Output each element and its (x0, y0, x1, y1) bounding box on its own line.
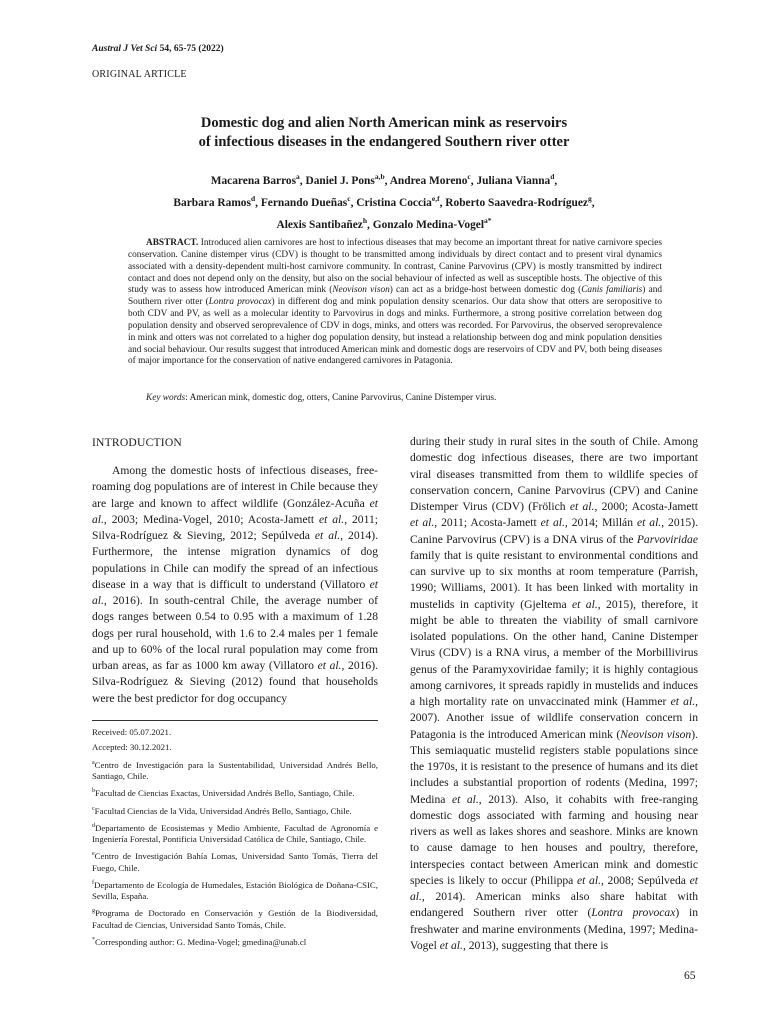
author-affiliation-marker: g (587, 193, 592, 203)
article-type: ORIGINAL ARTICLE (92, 69, 187, 80)
footnote-divider (92, 720, 378, 721)
footnote-text: Departamento de Ecología de Humedales, Estación Biológica de Doñana-CSIC, Sevilla, España. (92, 879, 378, 902)
author-separator: , (299, 174, 306, 187)
author-separator: , (367, 218, 373, 231)
italic-run: Parvoviridae (636, 532, 698, 546)
text-run: , 2016). In south-central Chile, the average number of dogs ranges between 0.54 to 0.95 with a maximum of 1.28 dogs per rural household, with 1.6 to 2.4 males per 1 female and up to 60% of the local rural population may come from urban areas, as far as 1000 km away (Villatoro (92, 594, 378, 672)
text-run: , 2015), therefore, it might be able to threaten the viability of small carnivore isolated populations. On the other hand, Canine Distemper Virus (CDV) is a RNA virus, a member of the Morbillivirus genus of the Paramyxoviridae family; it is highly contagious among carnivores, it spreads rapidly in mustelids and induces a high mortality rate on unvaccinated mink (Hammer (410, 597, 698, 708)
text-run: , 2011; Silva-Rodríguez & Sieving, 2012; Sepúlveda (92, 512, 378, 542)
footnote-marker: * (92, 936, 95, 943)
footnote (92, 758, 378, 782)
author-name: Gonzalo Medina-Vogel (372, 218, 485, 231)
italic-run: et al. (577, 873, 601, 887)
footnote (92, 906, 378, 930)
section-heading-introduction: INTRODUCTION (92, 436, 182, 449)
author-affiliation-marker: a,b (374, 172, 385, 181)
footnote-text: Received: 05.07.2021. (92, 727, 172, 737)
author-name: Juliana Vianna (476, 174, 551, 187)
italic-run: et al. (636, 516, 662, 530)
author-affiliation-marker: a (296, 172, 300, 181)
author-line (110, 212, 658, 234)
footnote-marker: a (92, 759, 95, 766)
author-separator: , (470, 174, 477, 187)
footnote-marker: f (92, 879, 94, 886)
abstract (128, 238, 662, 368)
author-separator: , (554, 174, 558, 187)
text-run: , 2014). Furthermore, the intense migration dynamics of dog populations in Chile can modify the spread of an infectious disease in a way that is difficult to understand (Villatoro (92, 529, 378, 591)
italic-run: et al. (569, 500, 595, 513)
author-name: Barbara Ramos (173, 196, 251, 209)
footnote-marker: e (92, 851, 95, 858)
italic-run: Lontra provocax (591, 906, 676, 920)
italic-run: et al. (572, 597, 598, 611)
footnote-text: Centro de Investigación para la Sustentabilidad, Universidad Andrés Bello, Santiago, Chile. (92, 759, 378, 781)
footnote (92, 849, 378, 873)
footnote-text: Accepted: 30.12.2021. (92, 742, 172, 753)
article-title (120, 114, 648, 152)
author-name: Daniel J. Pons (305, 174, 375, 187)
author-separator: , (384, 174, 390, 187)
keywords-text: : American mink, domestic dog, otters, Canine Parvovirus, Canine Distemper virus. (185, 393, 497, 403)
footnote-text: Centro de Investigación Bahía Lomas, Universidad Santo Tomás, Tierra del Fuego, Chile. (92, 851, 378, 873)
italic-run: et al. (318, 512, 345, 526)
text-run: , 2008; Sepúlveda (600, 873, 690, 887)
footnote-marker: c (92, 805, 95, 812)
text-run: ). This semiaquatic mustelid registers stable populations since the 1970s, it is resistant to the presence of humans and its diet includes a substantial proportion of rodents (Medina, 1997; Medina (410, 727, 698, 806)
author-affiliation-marker: e,f (431, 193, 440, 203)
text-run: family that is quite resistant to environmental conditions and can survive up to six months at room temperature (Parrish, 1990; Williams, 2001). It has been linked with mortality in mustelids in captivity (Gjeltema (410, 548, 698, 611)
italic-run: et al. (92, 577, 378, 607)
text-run: , 2000; Acosta-Jamett (594, 500, 698, 513)
text-run: , 2016). Silva-Rodríguez & Sieving (2012) found that households were the best predictor for dog occupancy (92, 659, 378, 705)
text-run: during their study in rural sites in the south of Chile. Among domestic dog infectious diseases, there are two important viral diseases transmitted from them to wildlife species of conservation concern, Canine Parvovirus (CPV) and Canine Distemper Virus (CDV) (Frölich (410, 435, 698, 513)
footnote-text: Programa de Doctorado en Conservación y Gestión de la Biodiversidad, Facultad de Ciencias, Universidad Santo Tomás, Chile. (92, 908, 378, 930)
footnote-text: Departamento de Ecosistemas y Medio Ambiente, Facultad de Agronomía e Ingeniería Forestal, Pontificia Universidad Católica de Chile, Santiago, Chile. (92, 822, 378, 845)
italic-run: et al. (439, 938, 463, 952)
text-run: , 2014; Millán (564, 516, 637, 530)
italic-run: Neovison vison (620, 727, 692, 741)
footnote-marker: d (92, 822, 95, 829)
italic-run: et al. (314, 529, 341, 542)
keywords (146, 392, 662, 404)
italic-run: et al. (410, 873, 698, 903)
author-affiliation-marker: d (550, 172, 555, 181)
italic-run: et al. (92, 496, 378, 526)
footnote (92, 935, 378, 948)
intro-paragraph (92, 463, 378, 707)
author-name: Alexis Santibañez (276, 218, 363, 231)
author-affiliation-marker: h (362, 215, 368, 225)
text-run: Among the domestic hosts of infectious diseases, free-roaming dog populations are of interest in Chile because they are large and known to affect wildlife (González-Acuña (92, 464, 378, 510)
text-run: ) and Southern river otter ( (128, 285, 663, 308)
author-affiliation-marker: a* (484, 215, 492, 225)
text-run: , 2003; Medina-Vogel, 2010; Acosta-Jamett (103, 512, 319, 526)
journal-name: Austral J Vet Sci (92, 44, 158, 54)
text-run: Introduced alien carnivores are host to infectious diseases that may become an important threat for native carnivore species conservation. Canine distemper virus (CDV) is thought to be transmitted among individuals by direct contact and to present viral dynamics associated with a density-dependent multi-host carnivore community. In contrast, Canine Parvovirus (CPV) is mostly transmitted by indirect contact and does not depend only on the density, but also on the social behaviour of infected as well as susceptible hosts. The objective of this study was to assess how introduced American mink ( (128, 238, 662, 296)
author-line (110, 190, 658, 212)
italic-run: et al. (410, 516, 435, 530)
intro-left-column (92, 463, 378, 707)
italic-run: et al. (451, 792, 479, 806)
author-name: Roberto Saavedra-Rodríguez (445, 196, 588, 209)
footnote (92, 821, 378, 845)
footnote-marker: b (92, 788, 95, 795)
italic-run: et al. (670, 695, 696, 708)
author-affiliation-marker: c (347, 193, 351, 203)
footnote (92, 878, 378, 902)
author-name: Fernando Dueñas (260, 196, 348, 209)
italic-run: et al. (317, 659, 342, 672)
author-separator: , (591, 196, 595, 209)
text-run: ) in different dog and mink population density scenarios. Our data show that otters are seropositive to both CDV and PV, as well as a molecular identity to Parvovirus in dogs and minks. Furthermore, a strong positive correlation between dog population density and observed seroprevalence of CDV in dogs, minks, and otters was recorded. For Parvovirus, the observed seroprevalence in mink and otters was not correlated to a higher dog population density, but instead a relationship between dog and mink population densities and social behaviour. Our results suggest that introduced American mink and domestic dogs are reservoirs of CDV and PV, both being diseases of major importance for the conservation of native endangered carnivores in Patagonia. (128, 297, 662, 367)
footnote (92, 742, 378, 753)
author-affiliation-marker: c (467, 172, 471, 181)
footnote-text: Facultad de Ciencias Exactas, Universidad Andrés Bello, Santiago, Chile. (95, 788, 355, 799)
text-run: , 2014). American minks also share habitat with endangered Southern river otter ( (410, 890, 698, 920)
text-run: , 2013). Also, it cohabits with free-ranging domestic dogs associated with farming and housing near rivers as well as lakes shores and seashore. Minks are known to cause damage to hen houses and poultry, therefore, interspecies contact between American mink and domestic species is likely to occur (Philippa (410, 792, 698, 887)
author-name: Macarena Barros (210, 174, 297, 187)
italic-run: Canis familiaris (581, 285, 643, 296)
footnote-marker: g (92, 908, 95, 915)
intro-right-column (410, 434, 698, 954)
text-run: , 2011; Acosta-Jamett (434, 516, 541, 530)
text-run: , 2015). Canine Parvovirus (CPV) is a DNA virus of the (410, 516, 698, 546)
text-run: ) in freshwater and marine environments (Medina, 1997; Medina-Vogel (410, 906, 698, 952)
text-run: ) can act as a bridge-host between domestic dog ( (389, 285, 582, 296)
author-name: Andrea Moreno (389, 174, 468, 187)
text-run: , 2013), suggesting that there is (462, 938, 609, 952)
keywords-label: Key words (146, 393, 186, 403)
volume-pages: 54, 65-75 (2022) (159, 44, 224, 54)
abstract-label: ABSTRACT. (146, 238, 199, 248)
footnote-text: Corresponding author: G. Medina-Vogel; gmedina@unab.cl (95, 936, 307, 947)
author-separator: , (350, 196, 357, 209)
author-line (110, 168, 658, 190)
footnote (92, 786, 378, 799)
author-affiliation-marker: d (250, 193, 256, 203)
page-number: 65 (684, 970, 696, 982)
italic-run: Lontra provocax (208, 297, 272, 308)
title-line: of infectious diseases in the endangered Southern river otter (198, 134, 570, 150)
footnote (92, 804, 378, 817)
text-run: , 2007). Another issue of wildlife conservation concern in Patagonia is the introduced American mink ( (410, 695, 698, 741)
author-list (110, 168, 658, 233)
abstract-text (128, 238, 662, 366)
author-name: Cristina Coccia (356, 196, 432, 209)
author-separator: , (439, 196, 446, 209)
footnote-text: Facultad Ciencias de la Vida, Universidad Andrés Bello, Santiago, Chile. (94, 805, 352, 816)
intro-paragraph-continued (410, 434, 698, 954)
footnotes (92, 727, 378, 952)
italic-run: Neovison vison (332, 285, 390, 296)
author-separator: , (255, 196, 261, 209)
footnote (92, 727, 378, 738)
journal-citation (92, 44, 224, 54)
title-line: Domestic dog and alien North American mink as reservoirs (200, 115, 568, 131)
italic-run: et al. (540, 516, 565, 530)
